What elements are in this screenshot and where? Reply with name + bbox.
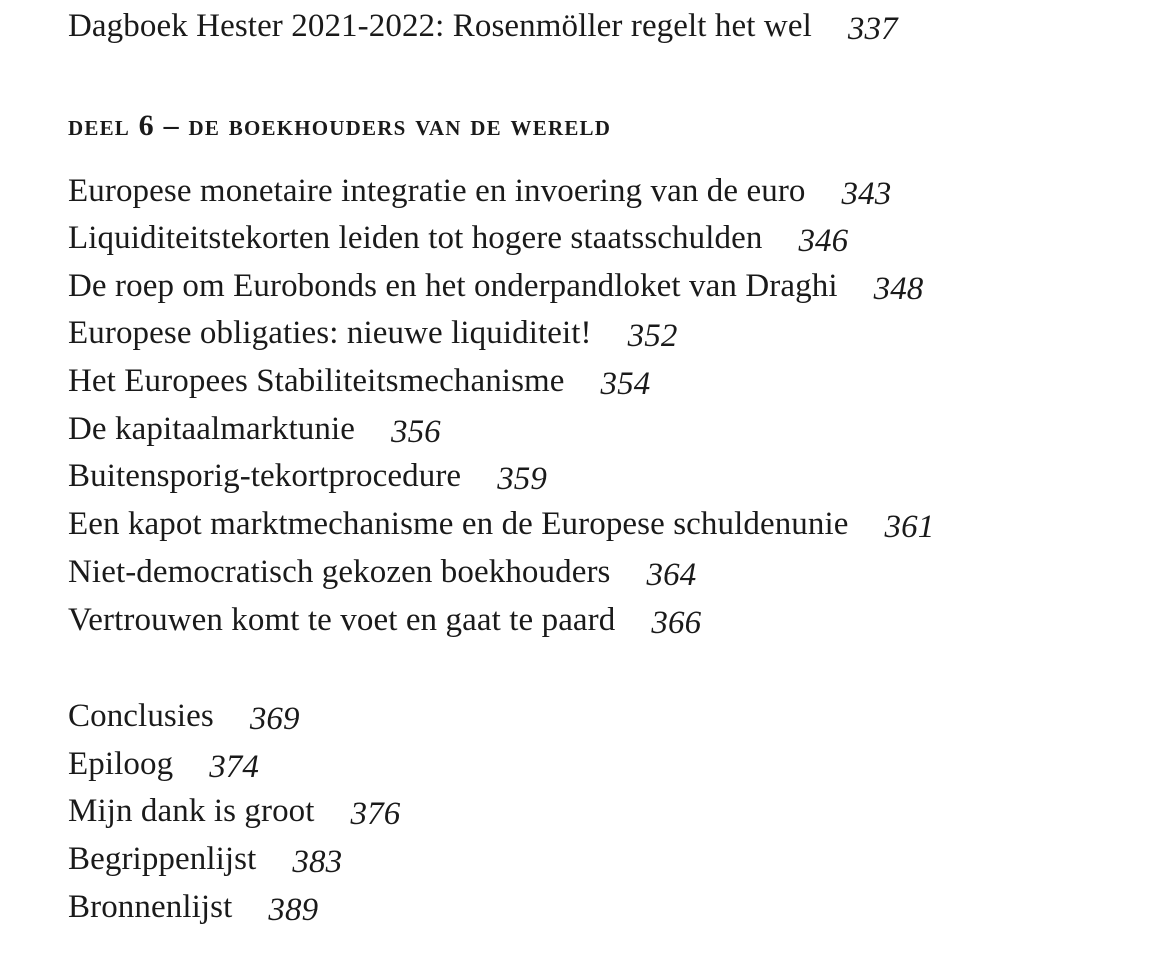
toc-entry-page: 374 bbox=[209, 749, 260, 785]
toc-entry-title: Niet-democratisch gekozen boekhouders bbox=[68, 554, 611, 590]
toc-entry-title: De kapitaalmarktunie bbox=[68, 411, 355, 447]
toc-entry-page: 348 bbox=[873, 271, 924, 307]
toc-entry-page: 359 bbox=[497, 461, 547, 497]
toc-entry bbox=[68, 218, 848, 258]
toc-entry-page: 366 bbox=[651, 605, 702, 641]
toc-entry-title: Mijn dank is groot bbox=[68, 793, 315, 829]
toc-entry-title: Dagboek Hester 2021-2022: Rosenmöller regelt het wel bbox=[68, 8, 812, 44]
toc-entry-back-matter bbox=[68, 839, 342, 879]
toc-entry-title: Het Europees Stabiliteitsmechanisme bbox=[68, 363, 565, 399]
toc-entry-title: Europese monetaire integratie en invoering van de euro bbox=[68, 173, 806, 209]
toc-entry-back-matter bbox=[68, 696, 300, 736]
toc-entry bbox=[68, 171, 891, 211]
toc-entry-back-matter bbox=[68, 791, 400, 831]
toc-entry-page: 343 bbox=[841, 176, 892, 212]
toc-entry-title: Begrippenlijst bbox=[68, 841, 257, 877]
toc-entry-title: Epiloog bbox=[68, 746, 174, 782]
toc-entry bbox=[68, 504, 934, 544]
toc-entry bbox=[68, 552, 696, 592]
toc-entry-page: 361 bbox=[884, 509, 935, 545]
toc-entry-title: Buitensporig-tekortprocedure bbox=[68, 458, 462, 494]
toc-entry-page: 354 bbox=[600, 366, 651, 402]
toc-entry-page: 337 bbox=[847, 11, 898, 47]
toc-entry-page: 376 bbox=[350, 796, 401, 832]
toc-entry bbox=[68, 409, 441, 449]
toc-entry-page: 356 bbox=[390, 414, 441, 450]
toc-entry bbox=[68, 266, 923, 306]
toc-entry-page: 389 bbox=[268, 892, 319, 928]
toc-entry-title: Bronnenlijst bbox=[68, 889, 233, 925]
toc-entry-title: Conclusies bbox=[68, 698, 214, 734]
toc-entry-back-matter bbox=[68, 887, 318, 927]
toc-entry-title: Europese obligaties: nieuwe liquiditeit! bbox=[68, 315, 592, 351]
toc-entry bbox=[68, 600, 701, 640]
toc-entry-title: Vertrouwen komt te voet en gaat te paard bbox=[68, 602, 616, 638]
toc-entry-title: Liquiditeitstekorten leiden tot hogere staatsschulden bbox=[68, 220, 763, 256]
toc-entry bbox=[68, 313, 677, 353]
toc-entry-page: 383 bbox=[292, 844, 343, 880]
toc-entry bbox=[68, 456, 547, 496]
toc-entry-title: Een kapot marktmechanisme en de Europese schuldenunie bbox=[68, 506, 849, 542]
toc-entry-page: 364 bbox=[646, 557, 697, 593]
table-of-contents bbox=[68, 0, 1148, 958]
toc-entry-page: 352 bbox=[627, 318, 678, 354]
toc-entry-page: 369 bbox=[249, 701, 300, 737]
toc-entry-back-matter bbox=[68, 744, 259, 784]
toc-entry-page: 346 bbox=[798, 223, 849, 259]
section-heading: deel 6 – de boekhouders van de wereld bbox=[68, 109, 612, 142]
toc-entry bbox=[68, 361, 650, 401]
toc-entry-previous bbox=[68, 6, 898, 46]
toc-entry-title: De roep om Eurobonds en het onderpandloket van Draghi bbox=[68, 268, 838, 304]
